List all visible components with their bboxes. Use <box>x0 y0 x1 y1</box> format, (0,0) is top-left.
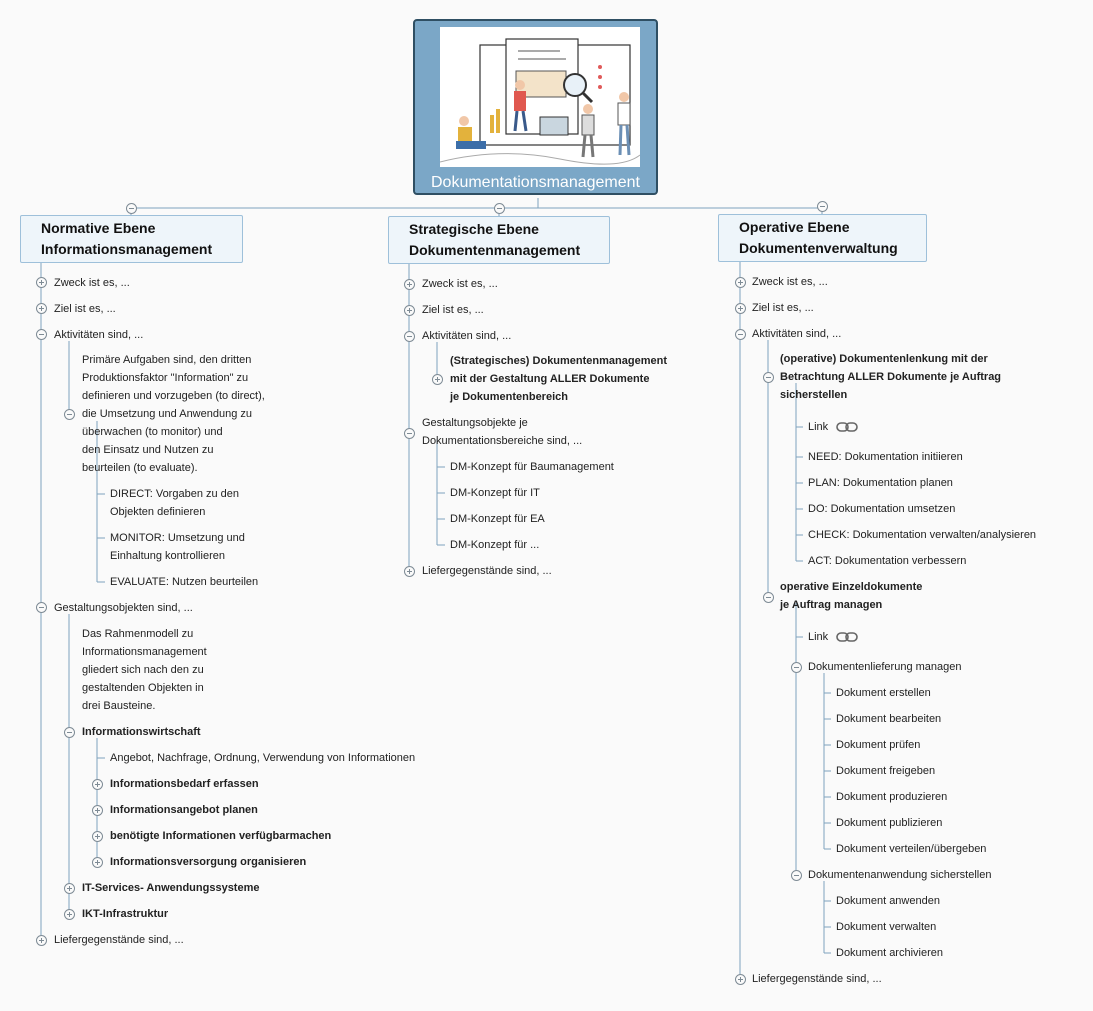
collapse-icon[interactable] <box>791 662 802 673</box>
collapse-strategic-icon[interactable] <box>494 203 505 214</box>
link-icon[interactable] <box>836 631 858 643</box>
topic-monitor[interactable]: MONITOR: Umsetzung und Einhaltung kontrollieren <box>110 532 245 562</box>
expand-icon[interactable] <box>36 935 47 946</box>
topic-link[interactable]: Link <box>808 628 858 646</box>
topic-direct[interactable]: DIRECT: Vorgaben zu den Objekten definieren <box>110 488 240 518</box>
collapse-icon[interactable] <box>763 372 774 383</box>
topic-dm-konzept-bau[interactable]: DM-Konzept für Baumanagement <box>450 461 614 473</box>
branch-normative-line1: Normative Ebene <box>41 220 156 236</box>
topic-dokument-archivieren[interactable]: Dokument archivieren <box>836 947 943 959</box>
branch-strategic-line2: Dokumentenmanagement <box>409 242 581 258</box>
expand-icon[interactable] <box>64 883 75 894</box>
topic-primaere-aufgaben[interactable]: Primäre Aufgaben sind, den dritten Produktionsfaktor "Information" zu definieren und vorzugeben (to direct), die Umsetzung und Anwendung zu überwachen (to monitor) und den Einsatz und Nutzen zu beurteilen (to evaluate). <box>82 354 265 474</box>
topic-liefergegenstaende[interactable]: Liefergegenstände sind, ... <box>54 934 184 946</box>
topic-liefergegenstaende[interactable]: Liefergegenstände sind, ... <box>422 565 552 577</box>
collapse-icon[interactable] <box>404 428 415 439</box>
topic-dokument-publizieren[interactable]: Dokument publizieren <box>836 817 943 829</box>
topic-dokument-anwenden[interactable]: Dokument anwenden <box>836 895 940 907</box>
root-topic[interactable] <box>413 19 658 195</box>
branch-normative[interactable] <box>20 215 243 263</box>
expand-icon[interactable] <box>36 277 47 288</box>
branch-strategic[interactable] <box>388 216 610 264</box>
topic-angebot-nachfrage[interactable]: Angebot, Nachfrage, Ordnung, Verwendung von Informationen <box>110 752 416 764</box>
expand-icon[interactable] <box>92 779 103 790</box>
expand-icon[interactable] <box>735 974 746 985</box>
topic-dokument-erstellen[interactable]: Dokument erstellen <box>836 687 931 699</box>
topic-link[interactable]: Link <box>808 418 858 436</box>
topic-aktivitaeten[interactable]: Aktivitäten sind, ... <box>422 330 512 342</box>
topic-ziel[interactable]: Ziel ist es, ... <box>422 304 484 316</box>
topic-informationswirtschaft[interactable]: Informationswirtschaft <box>82 726 201 738</box>
topic-dokumentenlieferung[interactable]: Dokumentenlieferung managen <box>808 661 962 673</box>
branch-operative[interactable] <box>718 214 927 262</box>
topic-informationsangebot[interactable]: Informationsangebot planen <box>110 804 258 816</box>
topic-ziel[interactable]: Ziel ist es, ... <box>752 302 814 314</box>
topic-check[interactable]: CHECK: Dokumentation verwalten/analysieren <box>808 529 1037 541</box>
expand-icon[interactable] <box>404 566 415 577</box>
topic-zweck[interactable]: Zweck ist es, ... <box>752 276 828 288</box>
collapse-icon[interactable] <box>36 329 47 340</box>
topic-dm-konzept-ea[interactable]: DM-Konzept für EA <box>450 513 545 525</box>
topic-aktivitaeten[interactable]: Aktivitäten sind, ... <box>54 329 144 341</box>
topic-dokument-produzieren[interactable]: Dokument produzieren <box>836 791 948 803</box>
branch-normative-line2: Informationsmanagement <box>41 241 213 257</box>
topic-evaluate[interactable]: EVALUATE: Nutzen beurteilen <box>110 576 259 588</box>
topic-informationsversorgung[interactable]: Informationsversorgung organisieren <box>110 856 307 868</box>
topic-dm-konzept-it[interactable]: DM-Konzept für IT <box>450 487 540 499</box>
topic-informationen-verfuegbar[interactable]: benötigte Informationen verfügbarmachen <box>110 830 332 842</box>
topic-do[interactable]: DO: Dokumentation umsetzen <box>808 503 956 515</box>
expand-icon[interactable] <box>92 831 103 842</box>
collapse-icon[interactable] <box>791 870 802 881</box>
branch-operative-line2: Dokumentenverwaltung <box>739 240 898 256</box>
topic-rahmenmodell[interactable]: Das Rahmenmodell zu Informationsmanagement gliedert sich nach den zu gestaltenden Objekten in drei Bausteine. <box>82 628 207 712</box>
link-icon[interactable] <box>836 421 858 433</box>
topic-zweck[interactable]: Zweck ist es, ... <box>422 278 498 290</box>
expand-icon[interactable] <box>432 374 443 385</box>
topic-dokument-pruefen[interactable]: Dokument prüfen <box>836 739 921 751</box>
topic-dokument-verteilen[interactable]: Dokument verteilen/übergeben <box>836 843 987 855</box>
topic-dokument-freigeben[interactable]: Dokument freigeben <box>836 765 936 777</box>
topic-aktivitaeten[interactable]: Aktivitäten sind, ... <box>752 328 842 340</box>
topic-dokumentenanwendung[interactable]: Dokumentenanwendung sicherstellen <box>808 869 992 881</box>
topic-dokument-bearbeiten[interactable]: Dokument bearbeiten <box>836 713 942 725</box>
collapse-icon[interactable] <box>64 409 75 420</box>
collapse-icon[interactable] <box>36 602 47 613</box>
topic-gestaltungsobjekte[interactable]: Gestaltungsobjekte je Dokumentationsbereiche sind, ... <box>422 417 583 447</box>
expand-icon[interactable] <box>64 909 75 920</box>
topic-zweck[interactable]: Zweck ist es, ... <box>54 277 130 289</box>
expand-icon[interactable] <box>36 303 47 314</box>
topic-liefergegenstaende[interactable]: Liefergegenstände sind, ... <box>752 973 882 985</box>
topic-ikt-infrastruktur[interactable]: IKT-Infrastruktur <box>82 908 169 920</box>
expand-icon[interactable] <box>735 277 746 288</box>
expand-icon[interactable] <box>92 857 103 868</box>
topic-act[interactable]: ACT: Dokumentation verbessern <box>808 555 967 567</box>
topic-einzeldokumente[interactable]: operative Einzeldokumente je Auftrag managen <box>780 581 923 611</box>
expand-icon[interactable] <box>735 303 746 314</box>
branch-operative-line1: Operative Ebene <box>739 219 850 235</box>
topic-dokument-verwalten[interactable]: Dokument verwalten <box>836 921 937 933</box>
topic-ziel[interactable]: Ziel ist es, ... <box>54 303 116 315</box>
collapse-operative-icon[interactable] <box>817 201 828 212</box>
collapse-icon[interactable] <box>404 331 415 342</box>
expand-icon[interactable] <box>92 805 103 816</box>
collapse-normative-icon[interactable] <box>126 203 137 214</box>
topic-need[interactable]: NEED: Dokumentation initiieren <box>808 451 963 463</box>
illustration-image <box>440 27 640 167</box>
topic-it-services[interactable]: IT-Services- Anwendungssysteme <box>82 882 260 894</box>
branch-strategic-line1: Strategische Ebene <box>409 221 539 237</box>
collapse-icon[interactable] <box>735 329 746 340</box>
collapse-icon[interactable] <box>64 727 75 738</box>
topic-gestaltungsobjekten[interactable]: Gestaltungsobjekten sind, ... <box>54 602 193 614</box>
topic-dm-konzept-more[interactable]: DM-Konzept für ... <box>450 539 540 551</box>
topic-strategisches-dm[interactable]: (Strategisches) Dokumentenmanagement mit der Gestaltung ALLER Dokumente je Dokumentenbereich <box>450 355 667 403</box>
topic-informationsbedarf[interactable]: Informationsbedarf erfassen <box>110 778 259 790</box>
collapse-icon[interactable] <box>763 592 774 603</box>
topic-dokumentenlenkung[interactable]: (operative) Dokumentenlenkung mit der Betrachtung ALLER Dokumente je Auftrag sicherstellen <box>780 353 1002 401</box>
expand-icon[interactable] <box>404 305 415 316</box>
topic-plan[interactable]: PLAN: Dokumentation planen <box>808 477 953 489</box>
root-title: Dokumentationsmanagement <box>430 174 640 191</box>
expand-icon[interactable] <box>404 279 415 290</box>
